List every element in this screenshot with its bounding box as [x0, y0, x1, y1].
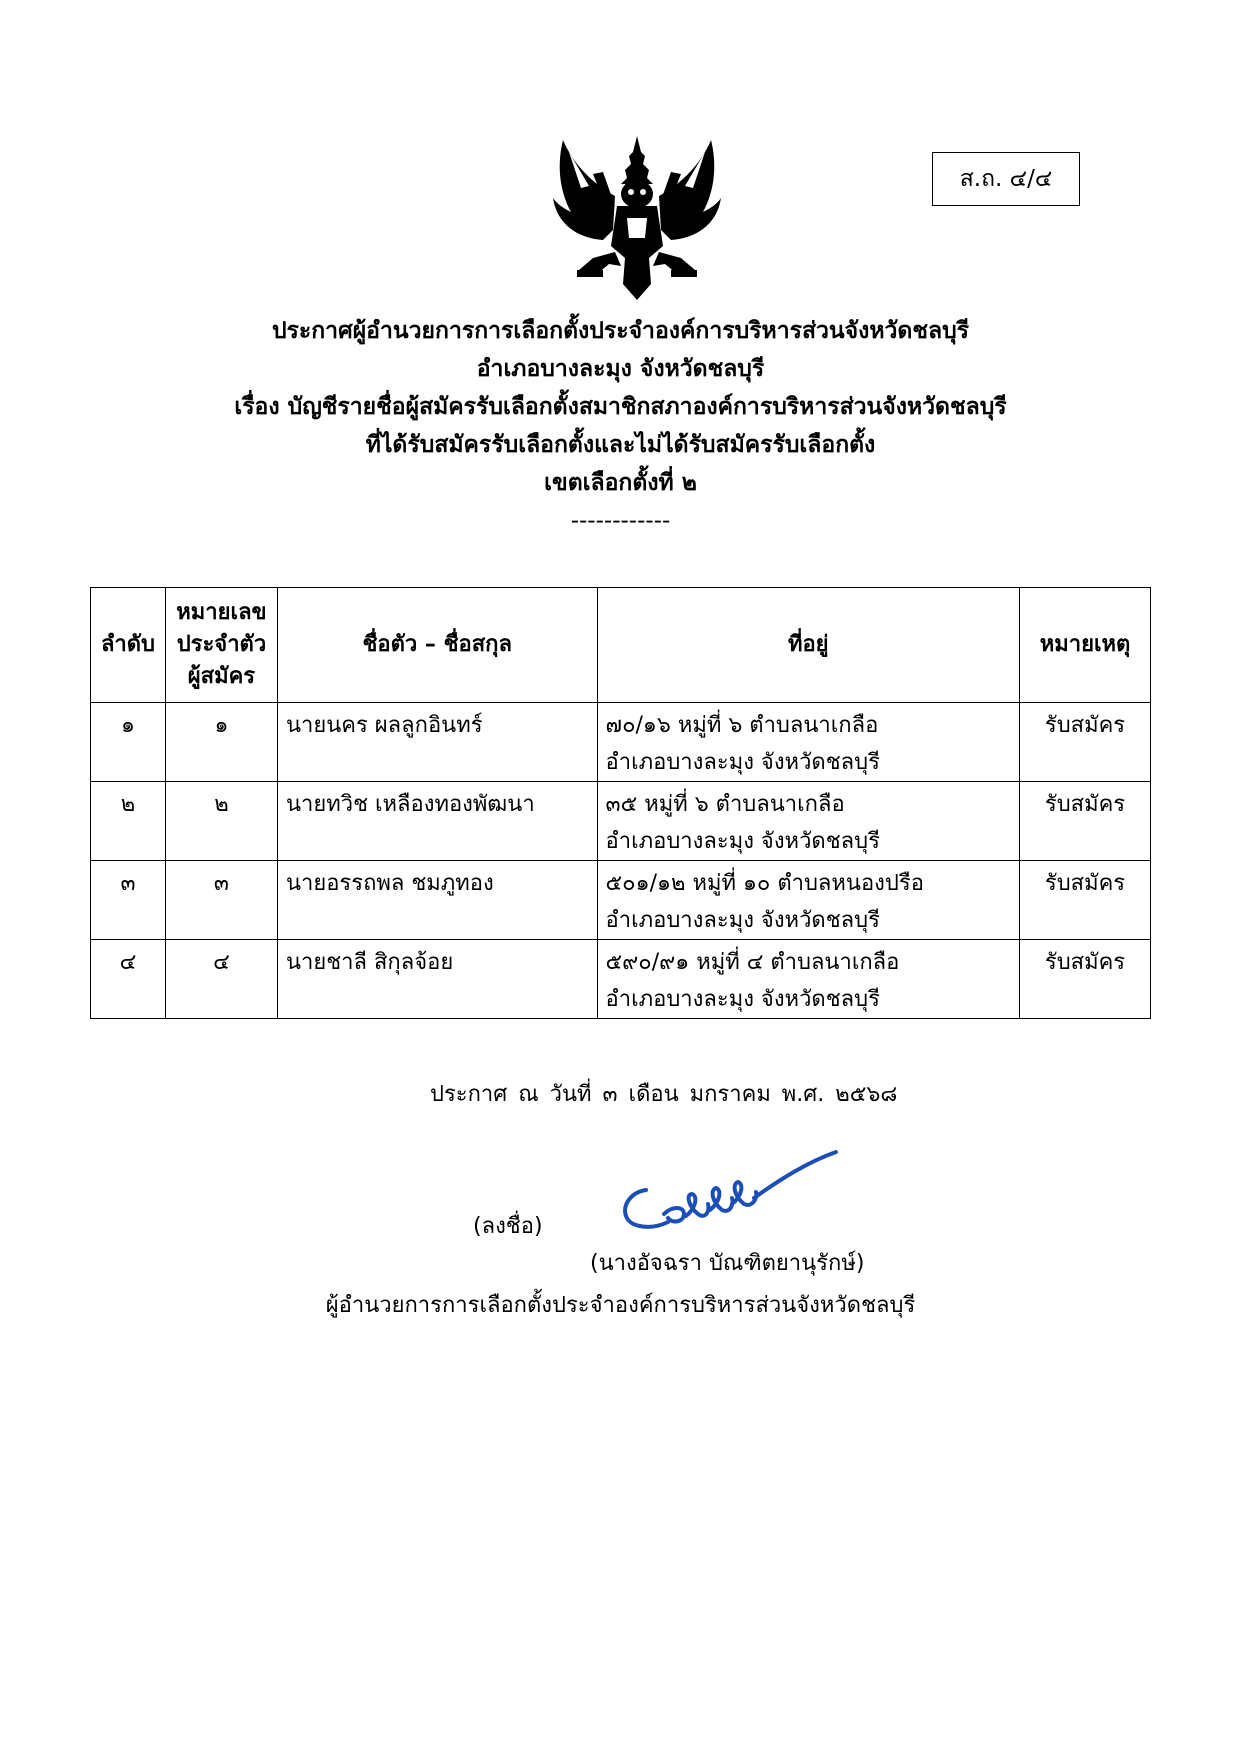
header-number-line-2: ประจำตัว: [176, 632, 267, 657]
title-separator: ------------: [570, 508, 671, 534]
table-header-row: [91, 588, 1151, 703]
title-line-1: ประกาศผู้อำนวยการการเลือกตั้งประจำองค์การบริหารส่วนจังหวัดชลบุรี: [271, 318, 970, 344]
address-line-1: ๗๐/๑๖ หมู่ที่ ๖ ตำบลนาเกลือ: [605, 713, 879, 738]
cell-number: ๑: [165, 703, 277, 782]
cell-name: นายนคร ผลลูกอินทร์: [277, 703, 597, 782]
garuda-emblem-icon: [553, 134, 721, 300]
cell-order: ๒: [91, 782, 166, 861]
cell-address: [597, 782, 1019, 861]
table-row: [91, 940, 1151, 1019]
table-row: [91, 782, 1151, 861]
address-line-2: อำเภอบางละมุง จังหวัดชลบุรี: [605, 829, 880, 854]
form-code-box: [932, 152, 1080, 206]
cell-name: นายอรรถพล ชมภูทอง: [277, 861, 597, 940]
cell-number: ๔: [165, 940, 277, 1019]
header-address: ที่อยู่: [597, 588, 1019, 703]
cell-remark: รับสมัคร: [1020, 861, 1151, 940]
announcement-date: ประกาศ ณ วันที่ ๓ เดือน มกราคม พ.ศ. ๒๕๖๘: [430, 1082, 898, 1107]
title-line-5: เขตเลือกตั้งที่ ๒: [544, 470, 697, 496]
handwritten-signature: [612, 1148, 842, 1238]
cell-remark: รับสมัคร: [1020, 940, 1151, 1019]
table-row: [91, 861, 1151, 940]
cell-order: ๑: [91, 703, 166, 782]
address-line-2: อำเภอบางละมุง จังหวัดชลบุรี: [605, 908, 880, 933]
candidate-table: [90, 587, 1151, 1019]
header-remark: หมายเหตุ: [1020, 588, 1151, 703]
cell-address: [597, 703, 1019, 782]
header-number-line-1: หมายเลข: [176, 600, 267, 625]
cell-name: นายทวิช เหลืองทองพัฒนา: [277, 782, 597, 861]
address-line-1: ๕๙๐/๙๑ หมู่ที่ ๔ ตำบลนาเกลือ: [605, 950, 900, 975]
address-line-2: อำเภอบางละมุง จังหวัดชลบุรี: [605, 750, 880, 775]
header-number: [165, 588, 277, 703]
announcement-titles: [0, 312, 1241, 540]
cell-address: [597, 861, 1019, 940]
address-line-1: ๕๐๑/๑๒ หมู่ที่ ๑๐ ตำบลหนองปรือ: [605, 871, 924, 896]
address-line-1: ๓๕ หมู่ที่ ๖ ตำบลนาเกลือ: [605, 792, 845, 817]
cell-order: ๓: [91, 861, 166, 940]
title-line-2: อำเภอบางละมุง จังหวัดชลบุรี: [476, 356, 765, 382]
cell-number: ๒: [165, 782, 277, 861]
header-order: ลำดับ: [91, 588, 166, 703]
title-line-4: ที่ได้รับสมัครรับเลือกตั้งและไม่ได้รับสมัครรับเลือกตั้ง: [365, 432, 876, 458]
cell-remark: รับสมัคร: [1020, 782, 1151, 861]
title-line-3: เรื่อง บัญชีรายชื่อผู้สมัครรับเลือกตั้งสมาชิกสภาองค์การบริหารส่วนจังหวัดชลบุรี: [234, 394, 1007, 420]
header-name: ชื่อตัว – ชื่อสกุล: [277, 588, 597, 703]
cell-address: [597, 940, 1019, 1019]
header-number-line-3: ผู้สมัคร: [187, 664, 256, 689]
sign-label: (ลงชื่อ): [473, 1214, 543, 1239]
table-row: [91, 703, 1151, 782]
signer-title: ผู้อำนวยการการเลือกตั้งประจำองค์การบริหารส่วนจังหวัดชลบุรี: [325, 1293, 916, 1318]
cell-order: ๔: [91, 940, 166, 1019]
cell-name: นายชาลี สิกุลจ้อย: [277, 940, 597, 1019]
form-code: ส.ถ. ๔/๔: [959, 166, 1053, 192]
signer-name: (นางอัจฉรา บัณฑิตยานุรักษ์): [590, 1251, 865, 1276]
cell-number: ๓: [165, 861, 277, 940]
cell-remark: รับสมัคร: [1020, 703, 1151, 782]
address-line-2: อำเภอบางละมุง จังหวัดชลบุรี: [605, 987, 880, 1012]
